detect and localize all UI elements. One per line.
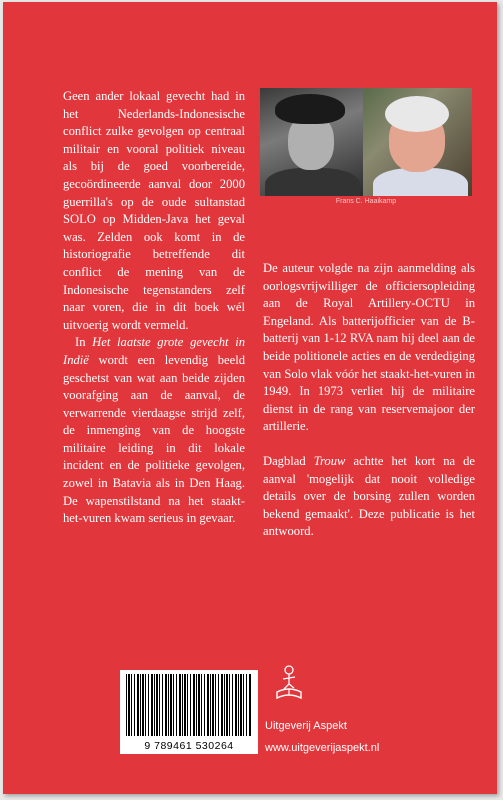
author-bio-paragraph: De auteur volgde na zijn aanmelding als oorlogsvrijwilliger de officiersopleiding aan de Royal Artillery-OCTU in Engeland. Als batterijofficier van de B-batterij van 1-12 RVA nam hij deel aan de beide politionele acties en de verdediging van Solo vlak vóór het staakt-het-vuren in 1949. In 1973 verliet hij de militaire dienst in de rang van reservemajoor der artillerie.: [263, 261, 475, 434]
review-paragraph: [263, 453, 475, 541]
author-photo-old: [363, 88, 472, 196]
review-rest: achtte het kort na de aanval 'mogelijk dat nooit volledige details over de borsing zullen worden bekend gemaakt'. Deze publicatie is het antwoord.: [263, 453, 475, 539]
newspaper-title-italic: Trouw: [313, 453, 346, 468]
isbn-barcode: [120, 670, 258, 754]
publisher-url: www.uitgeverijaspekt.nl: [265, 742, 380, 754]
author-bio-column: [263, 260, 475, 558]
blurb-paragraph-2: [63, 334, 245, 528]
blurb-left-column: [63, 88, 245, 528]
barcode-number: 9 789461 530264: [144, 740, 234, 752]
book-back-cover: [3, 2, 497, 794]
photo-caption: Frans C. Haaikamp: [335, 198, 397, 205]
blurb-paragraph-1: Geen ander lokaal gevecht had in het Nederlands-Indonesische conflict zulke gevolgen op centraal militair en vooral politiek niveau als bij de goed voorbereide, gecoördineerde aanval door 2000 guerrilla's op de oude sultanstad SOLO op Midden-Java het geval was. Zelden ook komt in de historiografie betreffende dit conflict de mening van de Indonesische tegenstanders zelf naar voren, die in dit boek wél uitvoerig wordt vermeld.: [63, 89, 245, 332]
author-photo-young: [260, 88, 363, 196]
book-title-italic: Het laatste grote gevecht in Indië: [63, 335, 245, 367]
publisher-name: Uitgeverij Aspekt: [265, 720, 347, 732]
author-photo: [260, 88, 472, 196]
barcode-bars: [126, 674, 252, 736]
blurb-p2-rest: wordt een levendig beeld geschetst van wat aan beide zijden voorafging aan de aanval, de verwarrende vierdaagse strijd zelf, de inmenging van de hoogste militaire leiding in dit lokale incident en de politieke gevolgen, zowel in Batavia als in Den Haag. De wapenstilstand na het staakt-het-vuren kwam serieus in gevaar.: [63, 352, 245, 526]
publisher-logo-icon: [269, 662, 309, 704]
review-lead: Dagblad: [263, 453, 314, 468]
blurb-p2-lead: In: [75, 335, 93, 350]
